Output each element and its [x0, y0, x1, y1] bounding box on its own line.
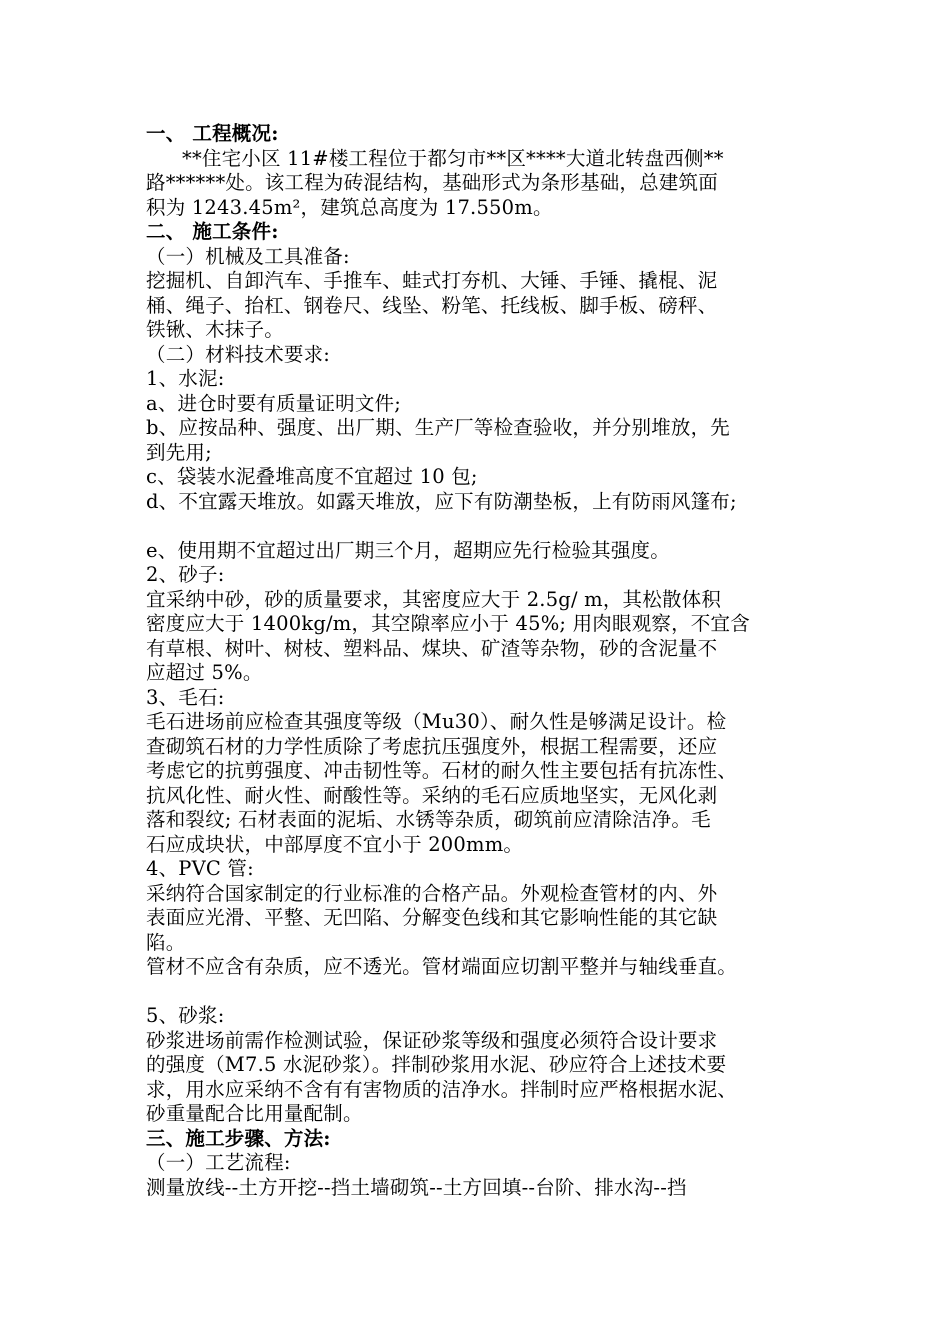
paragraph-line: 桶、绳子、抬杠、钢卷尺、线坠、粉笔、托线板、脚手板、磅秤、 [146, 293, 718, 317]
blank-line [146, 514, 826, 539]
section-3-heading: 三、施工步骤、方法: [146, 1126, 331, 1150]
paragraph-line: 应超过 5%。 [146, 661, 263, 684]
paragraph-line: 宜采纳中砂，砂的质量要求，其密度应大于 2.5g/ m，其松散体积 [146, 587, 722, 611]
paragraph-line: 积为 1243.45m²，建筑总高度为 17.550m。 [146, 195, 553, 219]
paragraph-line: 考虑它的抗剪强度、冲击韧性等。石材的耐久性主要包括有抗冻性、 [146, 759, 738, 782]
list-item: e、使用期不宜超过出厂期三个月，超期应先行检验其强度。 [146, 538, 670, 562]
paragraph-line: 陷。 [146, 930, 186, 954]
list-item: c、袋装水泥叠堆高度不宜超过 10 包; [146, 465, 478, 488]
paragraph-line: 密度应大于 1400kg/m，其空隙率应小于 45%; 用肉眼观察，不宜含 [146, 612, 750, 635]
paragraph-line: 测量放线--土方开挖--挡土墙砌筑--土方回填--台阶、排水沟--挡 [146, 1175, 687, 1199]
paragraph-line: 表面应光滑、平整、无凹陷、分解变色线和其它影响性能的其它缺 [146, 906, 718, 929]
paragraph-line: 的强度（M7.5 水泥砂浆）。拌制砂浆用水泥、砂应符合上述技术要 [146, 1053, 727, 1076]
paragraph-line: 毛石进场前应检查其强度等级（Mu30）、耐久性是够满足设计。检 [146, 710, 727, 733]
section-2-heading: 二、 施工条件: [146, 220, 279, 243]
paragraph-line: 求，用水应采纳不含有有害物质的洁净水。拌制时应严格根据水泥、 [146, 1077, 738, 1101]
list-item: b、应按品种、强度、出厂期、生产厂等检查验收，并分别堆放，先 [146, 416, 730, 439]
paragraph-line: 铁锹、木抹子。 [146, 318, 284, 341]
paragraph-line: 石应成块状，中部厚度不宜小于 200mm。 [146, 832, 524, 856]
item-title: 5、砂浆: [146, 1004, 225, 1027]
subsection-title: （一）机械及工具准备: [146, 244, 350, 268]
document-content [146, 122, 826, 1200]
list-item: a、进仓时要有质量证明文件; [146, 391, 401, 415]
blank-line [146, 980, 826, 1005]
paragraph-line: 查砌筑石材的力学性质除了考虑抗压强度外，根据工程需要，还应 [146, 734, 718, 758]
item-title: 1、水泥: [146, 367, 225, 390]
paragraph-line: 落和裂纹; 石材表面的泥垢、水锈等杂质，砌筑前应清除洁净。毛 [146, 808, 711, 831]
item-title: 4、PVC 管: [146, 857, 254, 880]
paragraph-line: 有草根、树叶、树枝、塑料品、煤块、矿渣等杂物，砂的含泥量不 [146, 636, 718, 660]
paragraph-line: 采纳符合国家制定的行业标准的合格产品。外观检查管材的内、外 [146, 881, 718, 905]
item-title: 2、砂子: [146, 563, 225, 586]
paragraph-line: 管材不应含有杂质，应不透光。管材端面应切割平整并与轴线垂直。 [146, 955, 738, 978]
paragraph-line: 抗风化性、耐火性、耐酸性等。采纳的毛石应质地坚实，无风化剥 [146, 783, 718, 807]
list-item: d、不宜露天堆放。如露天堆放，应下有防潮垫板，上有防雨风篷布; [146, 489, 737, 513]
paragraph-line: 路******处。该工程为砖混结构，基础形式为条形基础，总建筑面 [146, 171, 718, 194]
section-1-heading: 一、 工程概况: [146, 122, 279, 145]
item-title: 3、毛石: [146, 685, 225, 709]
paragraph-line: 挖掘机、自卸汽车、手推车、蛙式打夯机、大锤、手锤、撬棍、泥 [146, 269, 718, 292]
subsection-title: （一）工艺流程: [146, 1151, 291, 1174]
list-item: 到先用; [146, 440, 212, 464]
paragraph-line: 砂重量配合比用量配制。 [146, 1102, 363, 1125]
paragraph-line: **住宅小区 11#楼工程位于都匀市**区****大道北转盘西侧** [182, 146, 724, 170]
paragraph-line: 砂浆进场前需作检测试验，保证砂浆等级和强度必须符合设计要求 [146, 1028, 718, 1052]
subsection-title: （二）材料技术要求: [146, 342, 331, 366]
